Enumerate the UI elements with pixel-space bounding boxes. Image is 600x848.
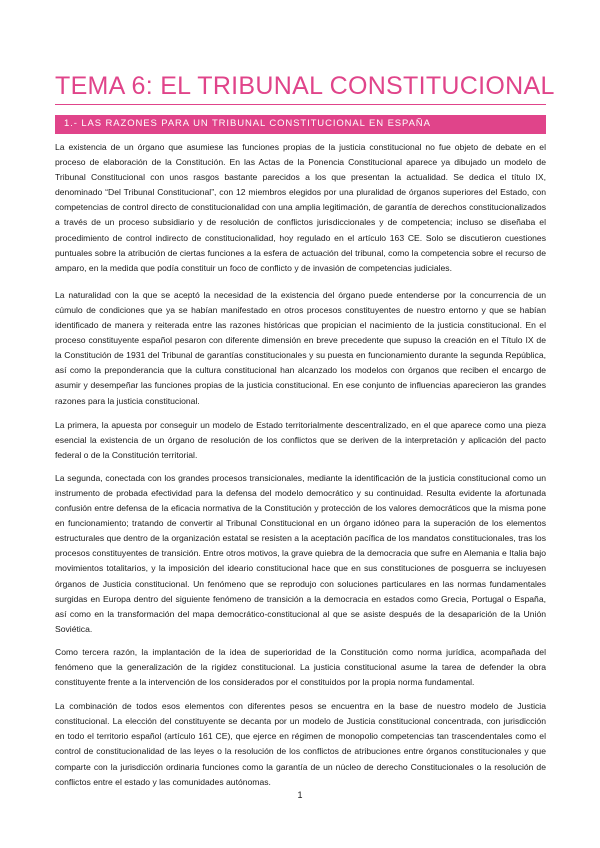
paragraph: La primera, la apuesta por conseguir un modelo de Estado territorialmente descentralizado, en el que aparece como una pieza esencial la existencia de un órgano de resolución de los conflictos que se deriven de la interpretación y aplicación del pacto federal o de la Constitución territorial. <box>55 419 546 460</box>
body-text <box>55 140 546 799</box>
paragraph: La naturalidad con la que se aceptó la necesidad de la existencia del órgano puede entenderse por la concurrencia de un cúmulo de condiciones que ya se habían manifestado en otros procesos constituyentes de nuestro entorno y que se habían identificado de manera y reiterada entre las razones históricas que propician el nacimiento de la justicia constitucional. En el proceso constituyente español pesaron con diferente dimensión en breve precedente que supuso la creación en el Título IX de la Constitución de 1931 del Tribunal de garantías constitucionales y su puesta en funcionamiento durante la segunda República, así como la preponderancia que la cultura constitucional han alcanzado los modelos con órganos que reciben el encargo de asumir y desempeñar las funciones propias de la justicia constitucional. En ese conjunto de influencias aparecieron las grandes razones para la justicia constitucional. <box>55 289 546 406</box>
document-title: TEMA 6: EL TRIBUNAL CONSTITUCIONAL <box>55 72 555 100</box>
section-heading: 1.- LAS RAZONES PARA UN TRIBUNAL CONSTITUCIONAL EN ESPAÑA <box>64 118 431 129</box>
paragraph: La segunda, conectada con los grandes procesos transicionales, mediante la identificación de la justicia constitucional como un instrumento de probada efectividad para la defensa del modelo democrático y su continuidad. Resulta evidente la afortunada confusión entre defensa de la eficacia normativa de la Constitución y protección de los valores democráticos que la misma pone en funcionamiento; tratando de convertir al Tribunal Constitucional en un órgano idóneo para la superación de los elementos estructurales que dentro de la organización estatal se resisten a la aceptación pacífica de los mandatos constitucionales, tras los procesos constituyentes de transición. Entre otros motivos, la grave quiebra de la democracia que sufre en Alemania e Italia bajo movimientos totalitarios, y la imposición del ideario constitucional hace que en sus constituciones de posguerra se incluyesen órganos de Justicia constitucional. Un fenómeno que se reprodujo con soluciones particulares en las normas fundamentales surgidas en Europa dentro del siguiente fenómeno de transición a la democracia en estados como Grecia, Portugal o España, así como en la transformación del mapa democrático-constitucional al que se asiste después de la desaparición de la Unión Soviética. <box>55 472 546 634</box>
paragraph: La combinación de todos esos elementos con diferentes pesos se encuentra en la base de nuestro modelo de Justicia constitucional. La elección del constituyente se decanta por un modelo de Justicia constitucional concentrada, con jurisdicción en todo el territorio español (artículo 161 CE), que ejerce en régimen de monopolio competencias tan trascendentales como el control de constitucionalidad de las leyes o la resolución de los conflictos de atribuciones entre órganos constitucionales y que comparte con la jurisdicción ordinaria funciones como la garantía de un núcleo de derecho Constitucionales o la resolución de conflictos entre el estado y las comunidades autónomas. <box>55 701 546 787</box>
paragraph: La existencia de un órgano que asumiese las funciones propias de la justicia constitucional no fue objeto de debate en el proceso de elaboración de la Constitución. En las Actas de la Ponencia Constitucional aparece ya dibujado un modelo de Tribunal Constitucional con unos rasgos bastante parecidos a los que presentan la actualidad. Se dedica el título IX, denominado “Del Tribunal Constitucional”, con 12 miembros elegidos por una pluralidad de órganos superiores del Estado, con competencias de control directo de constitucionalidad con una amplia legitimación, de garantía de derechos constitucionalizados a través de un proceso subsidiario y de resolución de conflictos jurisdiccionales y de competencia; incluso se diseñaba el procedimiento de control indirecto de constitucionalidad, hoy regulado en el artículo 163 CE. Solo se discutieron cuestiones puntuales sobre la atribución de ciertas funciones a la esfera de actuación del tribunal, como la competencia sobre el recurso de amparo, en la medida que podía constituir un foco de conflicto y de invasión de competencias judiciales. <box>55 142 546 273</box>
page-number: 1 <box>297 790 303 800</box>
title-underline <box>55 104 546 105</box>
section-heading-bar <box>55 115 546 134</box>
paragraph: Como tercera razón, la implantación de la idea de superioridad de la Constitución como norma jurídica, acompañada del fenómeno que la generalización de la rigidez constitucional. La justicia constitucional asume la tarea de defender la obra constituyente frente a la intervención de los considerados por el constituidos por la propia norma fundamental. <box>55 646 546 688</box>
